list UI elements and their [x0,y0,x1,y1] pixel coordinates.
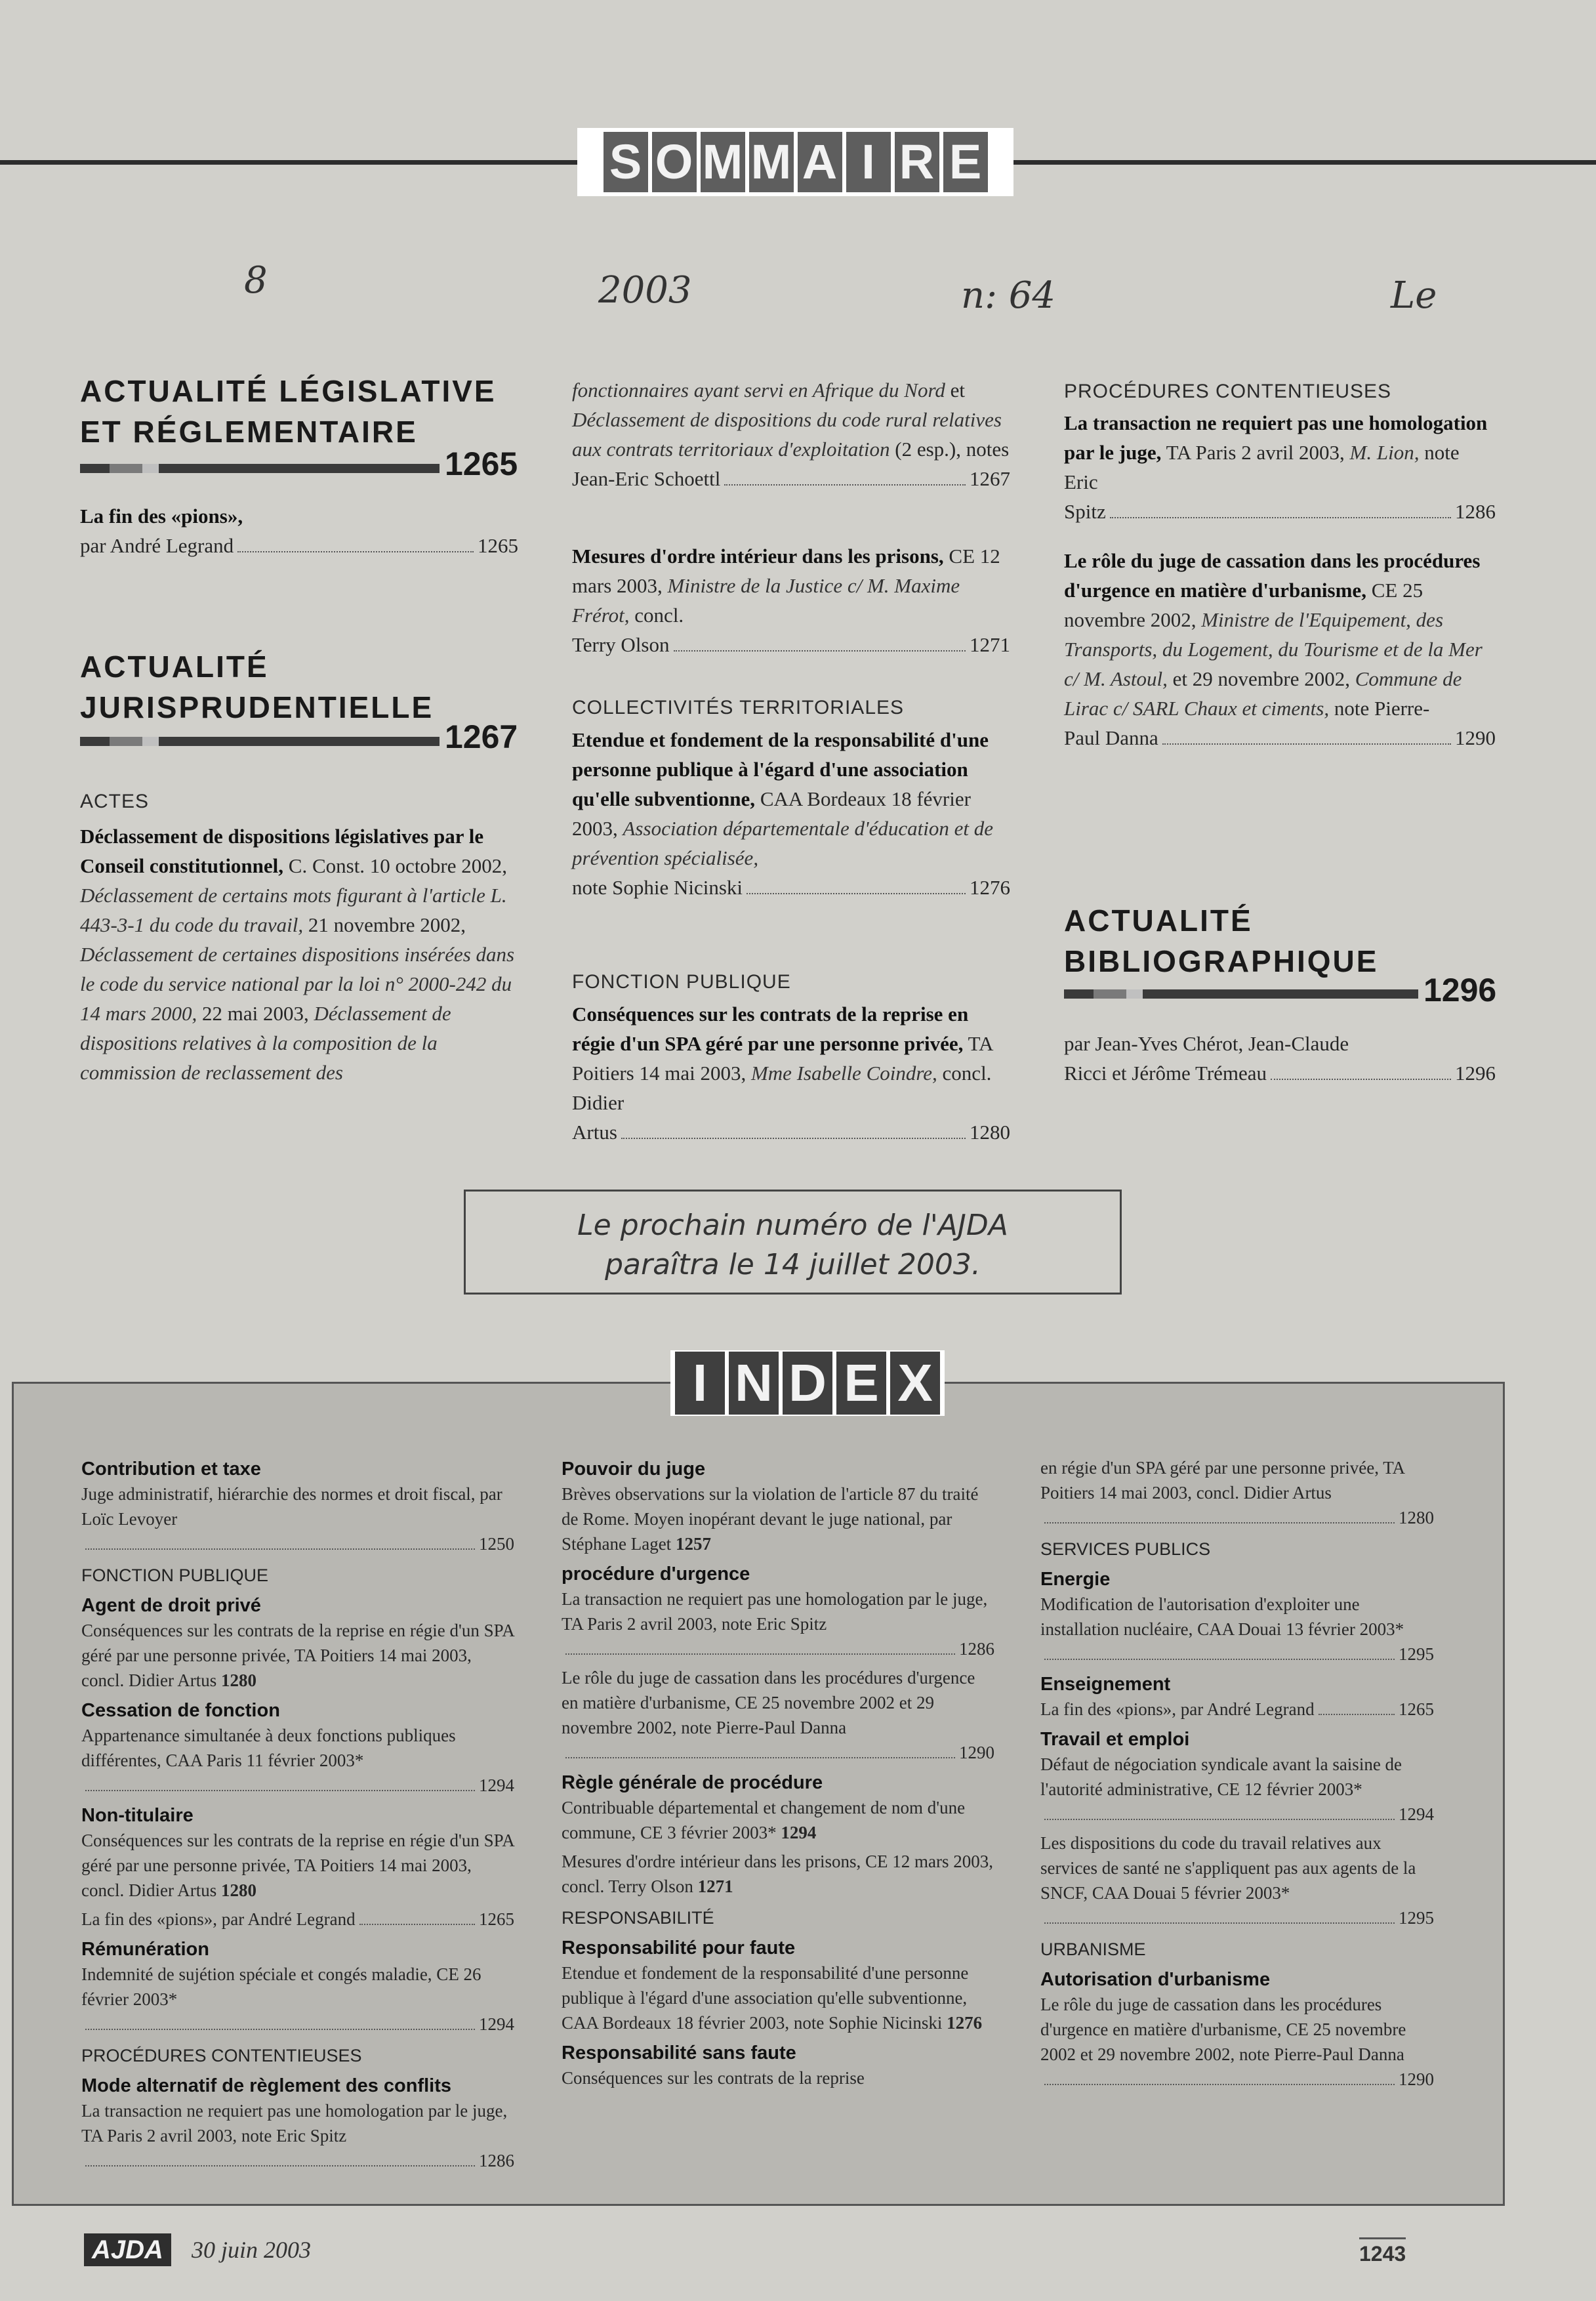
index-heading: Règle générale de procédure [562,1772,823,1793]
index-entry[interactable]: Le rôle du juge de cassation dans les procédures d'urgence en matière d'urbanisme, CE 25 novembre 2002 et 29 novembre 2002, note Pierre-Paul Danna 1290 [562,1668,994,1762]
index-heading: Contribution et taxe [81,1459,261,1480]
index-heading: Cessation de fonction [81,1700,280,1721]
announce-line: paraîtra le 14 juillet 2003. [605,1248,981,1281]
footer-date: 30 juin 2003 [192,2237,312,2263]
index-banner-letter: D [783,1352,832,1415]
section-page-number: 1267 [445,718,518,755]
index-entry[interactable]: La fin des «pions», par André Legrand 1265 [1040,1699,1434,1719]
index-category: FONCTION PUBLIQUE [81,1565,269,1585]
index-heading: Energie [1040,1569,1111,1590]
index-banner-letter: N [729,1352,779,1415]
index-entry[interactable]: Etendue et fondement de la responsabilité d'une personne publique à l'égard d'une association qu'elle subventionne, CAA Bordeaux 18 février 2003, note Sophie Nicinski 1276 [562,1963,983,2033]
entry-leader: Spitz 1286 [1064,500,1496,523]
entry-leader: Jean-Eric Schoettl 1267 [572,467,1010,490]
entry-leader: Ricci et Jérôme Trémeau 1296 [1064,1062,1496,1085]
handwritten-note-3: n: 64 [961,274,1055,317]
handwritten-note-2: 2003 [598,269,692,312]
entry-leader: Paul Danna 1290 [1064,726,1496,749]
index-entry[interactable]: La transaction ne requiert pas une homologation par le juge, TA Paris 2 avril 2003, note Eric Spitz 1286 [81,2101,514,2170]
index-category: SERVICES PUBLICS [1040,1539,1211,1559]
banner-letter: I [846,132,891,192]
section-title-legislative [80,371,497,452]
section-title-line: ACTUALITÉ LÉGISLATIVE [80,374,497,408]
index-heading: Agent de droit privé [81,1595,261,1616]
section-page-number: 1265 [445,446,518,482]
index-entry[interactable]: Juge administratif, hiérarchie des normes et droit fiscal, par Loïc Levoyer 1250 [81,1484,514,1554]
index-banner [670,1350,945,1416]
index-column-1 [81,1451,514,2177]
banner-letter: M [701,132,745,192]
next-issue-announcement [464,1190,1122,1295]
index-entry[interactable]: Le rôle du juge de cassation dans les procédures d'urgence en matière d'urbanisme, CE 25 novembre 2002 et 29 novembre 2002, note Pierre-Paul Danna 1290 [1040,1995,1434,2089]
index-heading: Responsabilité sans faute [562,2042,796,2063]
index-entry[interactable]: Appartenance simultanée à deux fonctions publiques différentes, CAA Paris 11 février 2003* 1294 [81,1726,514,1795]
entry-leader: Artus 1280 [572,1121,1010,1144]
banner-letter: R [895,132,939,192]
subsection-procedures: PROCÉDURES CONTENTIEUSES [1064,381,1392,402]
index-entry[interactable]: Défaut de négociation syndicale avant la saisine de l'autorité administrative, CE 12 février 2003* 1294 [1040,1754,1434,1824]
index-entry[interactable]: La transaction ne requiert pas une homologation par le juge, TA Paris 2 avril 2003, note Eric Spitz 1286 [562,1589,994,1659]
section-page-number: 1296 [1423,972,1497,1008]
index-entry[interactable]: Conséquences sur les contrats de la reprise en régie d'un SPA géré par une personne privée, TA Poitiers 14 mai 2003, concl. Didier Artus 1280 [81,1831,514,1900]
banner-letter: E [943,132,988,192]
toc-entry-declassement[interactable]: Déclassement de dispositions législatives par le Conseil constitutionnel, C. Const. 10 octobre 2002, Déclassement de certains mots figurant à l'article L. 443-3-1 du code du travail, 21 novembre 2002, Déclassement de certaines dispositions insérées dans le code du service national par la loi n° 2000-242 du 14 mars 2000, 22 mai 2003, Déclassement de dispositions relatives à la composition de la commission de reclassement des [80,825,515,1084]
section-title-line: ACTUALITÉ [1064,903,1253,938]
sommaire-banner [577,128,1013,196]
section-title-line: ET RÉGLEMENTAIRE [80,415,418,449]
index-category: PROCÉDURES CONTENTIEUSES [81,2046,362,2065]
toc-entry-spa[interactable]: Conséquences sur les contrats de la reprise en régie d'un SPA géré par une personne privée, TA Poitiers 14 mai 2003, Mme Isabelle Coindre, concl. Didier Artus 1280 [572,999,1010,1147]
section-bar [80,737,440,746]
index-banner-letter: X [890,1352,940,1415]
section-title-line: BIBLIOGRAPHIQUE [1064,944,1379,978]
index-entry[interactable]: Conséquences sur les contrats de la reprise [562,2068,865,2088]
index-banner-letter: I [675,1352,725,1415]
header-rule-left [0,160,577,165]
index-entry[interactable]: Mesures d'ordre intérieur dans les prisons, CE 12 mars 2003, concl. Terry Olson 1271 [562,1852,993,1896]
index-entry[interactable]: Modification de l'autorisation d'exploiter une installation nucléaire, CAA Douai 13 février 2003* 1295 [1040,1594,1434,1664]
index-heading: Rémunération [81,1939,209,1960]
ajda-logo: AJDA [84,2233,171,2266]
handwritten-note-4: Le [1391,274,1437,317]
index-heading: Travail et emploi [1040,1729,1190,1750]
index-heading: Pouvoir du juge [562,1459,706,1480]
index-category: URBANISME [1040,1939,1146,1959]
announce-line: Le prochain numéro de l'AJDA [577,1209,1008,1242]
toc-entry-declassement-cont[interactable]: fonctionnaires ayant servi en Afrique du Nord et Déclassement de dispositions du code rural relatives aux contrats territoriaux d'exploitation (2 esp.), notes Jean-Eric Schoettl 1267 [572,375,1010,493]
section-title-line: JURISPRUDENTIELLE [80,690,434,724]
section-bar [80,464,440,473]
subsection-collectivites: COLLECTIVITÉS TERRITORIALES [572,697,905,718]
entry-leader: par André Legrand 1265 [80,534,518,557]
index-heading: Autorisation d'urbanisme [1040,1969,1271,1990]
banner-letter: M [749,132,794,192]
footer-page-number: 1243 [1359,2237,1406,2266]
toc-entry-pions[interactable] [80,501,518,560]
header-rule-right [1013,160,1596,165]
toc-entry-prisons[interactable]: Mesures d'ordre intérieur dans les prisons, CE 12 mars 2003, Ministre de la Justice c/ M. Maxime Frérot, concl. Terry Olson 1271 [572,541,1010,659]
section-title-jurisprudence [80,646,434,728]
section-title-line: ACTUALITÉ [80,650,269,684]
index-banner-letter: E [836,1352,886,1415]
index-entry[interactable]: La fin des «pions», par André Legrand 1265 [81,1909,514,1929]
index-heading: Non-titulaire [81,1805,194,1826]
index-column-2 [562,1451,994,2094]
index-heading: Mode alternatif de règlement des conflits [81,2075,451,2096]
subsection-actes: ACTES [80,791,150,812]
toc-entry-cassation[interactable]: Le rôle du juge de cassation dans les procédures d'urgence en matière d'urbanisme, CE 25 novembre 2002, Ministre de l'Equipement, des Transports, du Logement, du Tourisme et de la Mer c/ M. Astoul, et 29 novembre 2002, Commune de Lirac c/ SARL Chaux et ciments, note Pierre- Paul Danna 1290 [1064,546,1496,753]
index-entry[interactable]: en régie d'un SPA géré par une personne privée, TA Poitiers 14 mai 2003, concl. Didier Artus 1280 [1040,1458,1434,1527]
entry-leader: note Sophie Nicinski 1276 [572,876,1010,899]
index-heading: Enseignement [1040,1674,1171,1695]
index-entry[interactable]: Indemnité de sujétion spéciale et congés maladie, CE 26 février 2003* 1294 [81,1964,514,2034]
index-column-3 [1040,1455,1434,2096]
entry-leader: Terry Olson 1271 [572,633,1010,656]
section-bar [1064,989,1418,999]
entry-title: La fin des «pions», [80,505,243,528]
toc-entry-transaction[interactable]: La transaction ne requiert pas une homologation par le juge, TA Paris 2 avril 2003, M. Lion, note Eric Spitz 1286 [1064,408,1496,526]
index-heading: Responsabilité pour faute [562,1938,796,1959]
banner-letter: O [652,132,697,192]
handwritten-note-1: 8 [244,259,268,302]
index-entry[interactable]: Brèves observations sur la violation de l'article 87 du traité de Rome. Moyen inopérant devant le juge national, par Stéphane Laget 1257 [562,1484,979,1554]
index-entry[interactable]: Contribuable départemental et changement de nom d'une commune, CE 3 février 2003* 1294 [562,1798,966,1842]
index-entry[interactable]: Les dispositions du code du travail relatives aux services de santé ne s'appliquent pas aux agents de la SNCF, CAA Douai 5 février 2003* 1295 [1040,1833,1434,1928]
banner-letter: S [604,132,648,192]
banner-letter: A [798,132,842,192]
index-category: RESPONSABILITÉ [562,1908,714,1928]
section-title-bibliographique [1064,900,1378,982]
index-entry[interactable]: Conséquences sur les contrats de la reprise en régie d'un SPA géré par une personne privée, TA Poitiers 14 mai 2003, concl. Didier Artus 1280 [81,1621,514,1690]
subsection-fonction-publique: FONCTION PUBLIQUE [572,971,791,993]
index-heading: procédure d'urgence [562,1564,750,1585]
toc-entry-responsabilite[interactable]: Etendue et fondement de la responsabilité d'une personne publique à l'égard d'une association qu'elle subventionne, CAA Bordeaux 18 février 2003, Association départementale d'éducation et de prévention spécialisée, note Sophie Nicinski 1276 [572,725,1010,902]
toc-entry-bibliographie[interactable]: par Jean-Yves Chérot, Jean-Claude Ricci et Jérôme Trémeau 1296 [1064,1029,1496,1088]
